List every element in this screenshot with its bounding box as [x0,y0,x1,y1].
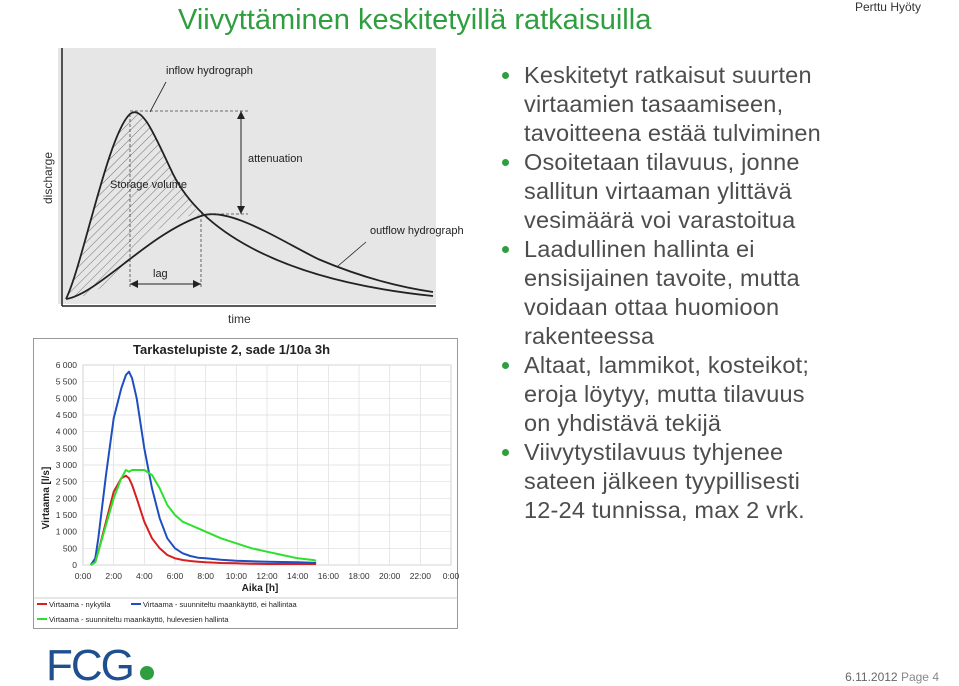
legend-entry: Virtaama - suunniteltu maankäyttö, hulevesien hallinta [49,615,229,624]
bullet-item: Altaat, lammikot, kosteikot; eroja löytyy, mutta tilavuus on yhdistävä tekijä [502,351,942,438]
x-tick-label: 18:00 [348,571,370,581]
bullet-dot-icon [502,246,509,253]
y-tick-label: 6 000 [55,360,77,370]
x-tick-label: 8:00 [197,571,214,581]
x-tick-label: 14:00 [287,571,309,581]
y-tick-label: 3 500 [55,443,77,454]
slide-date: 6.11.2012 [845,670,898,684]
bullet-item: Osoitetaan tilavuus, jonne sallitun virtaaman ylittävä vesimäärä voi varastoitua [502,148,942,235]
x-tick-label: 4:00 [136,571,153,581]
label-storage-volume: Storage volume [110,179,188,191]
bullet-dot-icon [502,362,509,369]
ylabel-discharge: discharge [41,151,55,204]
label-outflow-hydrograph: outflow hydrograph [370,225,464,237]
author-name: Perttu Hyöty [854,0,921,14]
y-axis-label: Virtaama [l/s] [41,466,52,530]
x-tick-label: 20:00 [379,571,401,581]
hydrograph-diagram [38,44,464,334]
y-tick-label: 4 500 [55,410,77,420]
y-tick-label: 5 000 [55,393,77,404]
label-inflow-hydrograph: inflow hydrograph [166,65,253,77]
fcg-logo [46,641,158,686]
y-tick-label: 1 500 [55,510,77,520]
legend-entry: Virtaama - suunniteltu maankäyttö, ei hallintaa [143,600,297,609]
y-tick-label: 1 000 [55,526,77,537]
x-tick-label: 16:00 [317,571,339,581]
x-tick-label: 0:00 [74,571,92,581]
y-tick-label: 2 000 [55,493,77,504]
bullet-list [502,61,942,525]
bullet-item: Keskitetyt ratkaisut suurten virtaamien tasaamiseen, tavoitteena estää tulviminen [502,61,942,148]
page-number: Page 4 [900,670,939,684]
chart-title: Tarkastelupiste 2, sade 1/10a 3h [133,342,331,357]
x-tick-label: 0:00 [442,571,460,581]
y-tick-label: 4 000 [55,426,77,437]
y-tick-label: 2 500 [55,476,77,487]
label-lag: lag [153,268,168,280]
legend-entry: Virtaama - nykytila [49,600,111,609]
x-tick-label: 6:00 [166,571,184,581]
y-tick-label: 500 [62,543,77,554]
y-tick-label: 5 500 [55,376,77,387]
x-tick-label: 22:00 [409,571,431,581]
x-tick-label: 2:00 [105,571,122,581]
xlabel-time: time [228,312,251,326]
footer [845,670,939,684]
label-attenuation: attenuation [248,153,303,165]
logo-text: FCG [46,641,133,686]
logo-dot-icon [140,666,154,680]
x-tick-label: 10:00 [225,571,247,581]
flow-chart [33,338,458,629]
bullet-dot-icon [502,159,509,166]
x-axis-label: Aika [h] [241,583,279,594]
y-tick-label: 0 [72,560,77,570]
slide-title: Viivyttäminen keskitetyillä ratkaisuilla [178,4,652,36]
bullet-item: Laadullinen hallinta ei ensisijainen tavoite, mutta voidaan ottaa huomioon rakenteessa [502,235,942,351]
y-tick-label: 3 000 [55,460,77,470]
bullet-dot-icon [502,449,509,456]
x-tick-label: 12:00 [256,571,278,581]
bullet-item: Viivytystilavuus tyhjenee sateen jälkeen tyypillisesti 12-24 tunnissa, max 2 vrk. [502,438,942,525]
bullet-dot-icon [502,72,509,79]
